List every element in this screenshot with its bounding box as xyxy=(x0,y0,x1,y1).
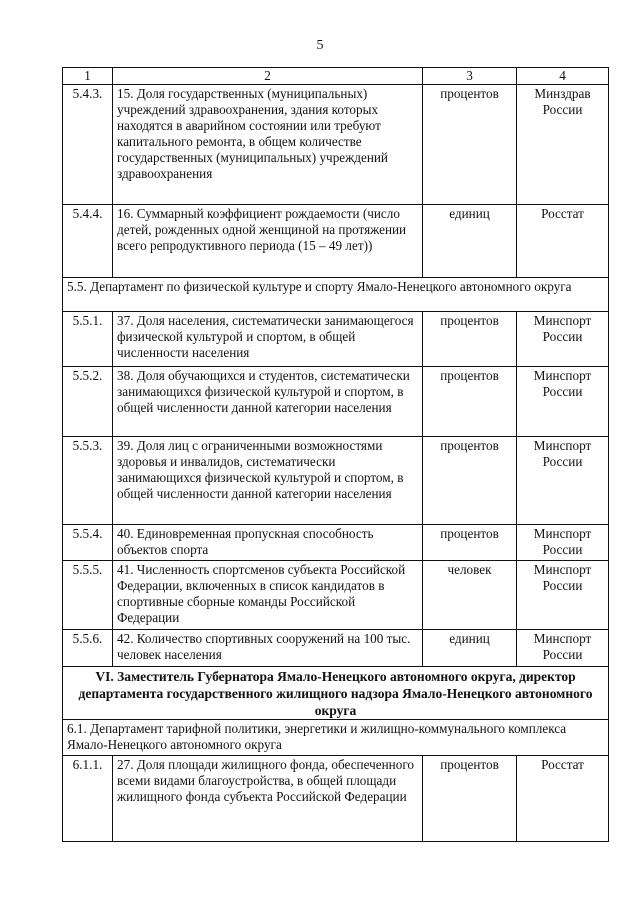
row-number: 5.5.2. xyxy=(63,367,113,437)
indicator-name: 40. Единовременная пропускная способность объектов спорта xyxy=(113,525,423,561)
table-row xyxy=(63,312,609,367)
table-row xyxy=(63,437,609,525)
table-row xyxy=(63,367,609,437)
data-source: Минспорт России xyxy=(517,437,609,525)
row-number: 5.4.3. xyxy=(63,85,113,205)
indicator-name: 41. Численность спортсменов субъекта Российской Федерации, включенных в список кандидатов в спортивные сборные команды Российской Федерации xyxy=(113,561,423,630)
indicator-name: 15. Доля государственных (муниципальных) учреждений здравоохранения, здания которых находятся в аварийном состоянии или требуют капитального ремонта, в общем количестве государственных (муниципальных) учреждений здравоохранения xyxy=(113,85,423,205)
row-number: 5.4.4. xyxy=(63,205,113,278)
row-number: 5.5.3. xyxy=(63,437,113,525)
section-row xyxy=(63,278,609,312)
unit-of-measure: процентов xyxy=(423,525,517,561)
data-source: Минспорт России xyxy=(517,561,609,630)
data-source: Росстат xyxy=(517,205,609,278)
indicator-name: 38. Доля обучающихся и студентов, систематически занимающихся физической культурой и спортом, в общей численности данной категории населения xyxy=(113,367,423,437)
table-row xyxy=(63,561,609,630)
data-source: Минспорт России xyxy=(517,630,609,667)
table-row xyxy=(63,630,609,667)
data-source: Минспорт России xyxy=(517,525,609,561)
table-row xyxy=(63,85,609,205)
row-number: 5.5.1. xyxy=(63,312,113,367)
data-source: Минспорт России xyxy=(517,367,609,437)
page-number: 5 xyxy=(316,38,324,53)
data-source: Минздрав России xyxy=(517,85,609,205)
unit-of-measure: единиц xyxy=(423,630,517,667)
row-number: 5.5.4. xyxy=(63,525,113,561)
indicator-name: 27. Доля площади жилищного фонда, обеспеченного всеми видами благоустройства, в общей площади жилищного фонда субъекта Российской Федерации xyxy=(113,756,423,842)
indicator-name: 37. Доля населения, систематически занимающегося физической культурой и спортом, в общей численности населения xyxy=(113,312,423,367)
row-number: 5.5.5. xyxy=(63,561,113,630)
header-col-2: 2 xyxy=(113,68,423,85)
row-number: 5.5.6. xyxy=(63,630,113,667)
indicator-name: 42. Количество спортивных сооружений на 100 тыс. человек населения xyxy=(113,630,423,667)
unit-of-measure: единиц xyxy=(423,205,517,278)
chapter-heading-row xyxy=(63,667,609,720)
table-row xyxy=(63,525,609,561)
table-row xyxy=(63,205,609,278)
indicator-name: 16. Суммарный коэффициент рождаемости (число детей, рожденных одной женщиной на протяжении всего репродуктивного периода (15 – 49 лет)) xyxy=(113,205,423,278)
section-title: 6.1. Департамент тарифной политики, энергетики и жилищно-коммунального комплекса Ямало-Ненецкого автономного округа xyxy=(63,720,609,756)
section-row xyxy=(63,720,609,756)
unit-of-measure: процентов xyxy=(423,312,517,367)
row-number: 6.1.1. xyxy=(63,756,113,842)
data-source: Росстат xyxy=(517,756,609,842)
unit-of-measure: процентов xyxy=(423,437,517,525)
chapter-heading: VI. Заместитель Губернатора Ямало-Ненецкого автономного округа, директор департамента государственного жилищного надзора Ямало-Ненецкого автономного округа xyxy=(63,667,609,720)
header-col-1: 1 xyxy=(63,68,113,85)
table-row xyxy=(63,756,609,842)
table-header-row xyxy=(63,68,609,85)
data-source: Минспорт России xyxy=(517,312,609,367)
indicators-table xyxy=(62,67,609,842)
indicator-name: 39. Доля лиц с ограниченными возможностями здоровья и инвалидов, систематически занимающихся физической культурой и спортом, в общей численности данной категории населения xyxy=(113,437,423,525)
unit-of-measure: процентов xyxy=(423,756,517,842)
unit-of-measure: процентов xyxy=(423,85,517,205)
header-col-4: 4 xyxy=(517,68,609,85)
section-title: 5.5. Департамент по физической культуре и спорту Ямало-Ненецкого автономного округа xyxy=(63,278,609,312)
unit-of-measure: человек xyxy=(423,561,517,630)
unit-of-measure: процентов xyxy=(423,367,517,437)
header-col-3: 3 xyxy=(423,68,517,85)
